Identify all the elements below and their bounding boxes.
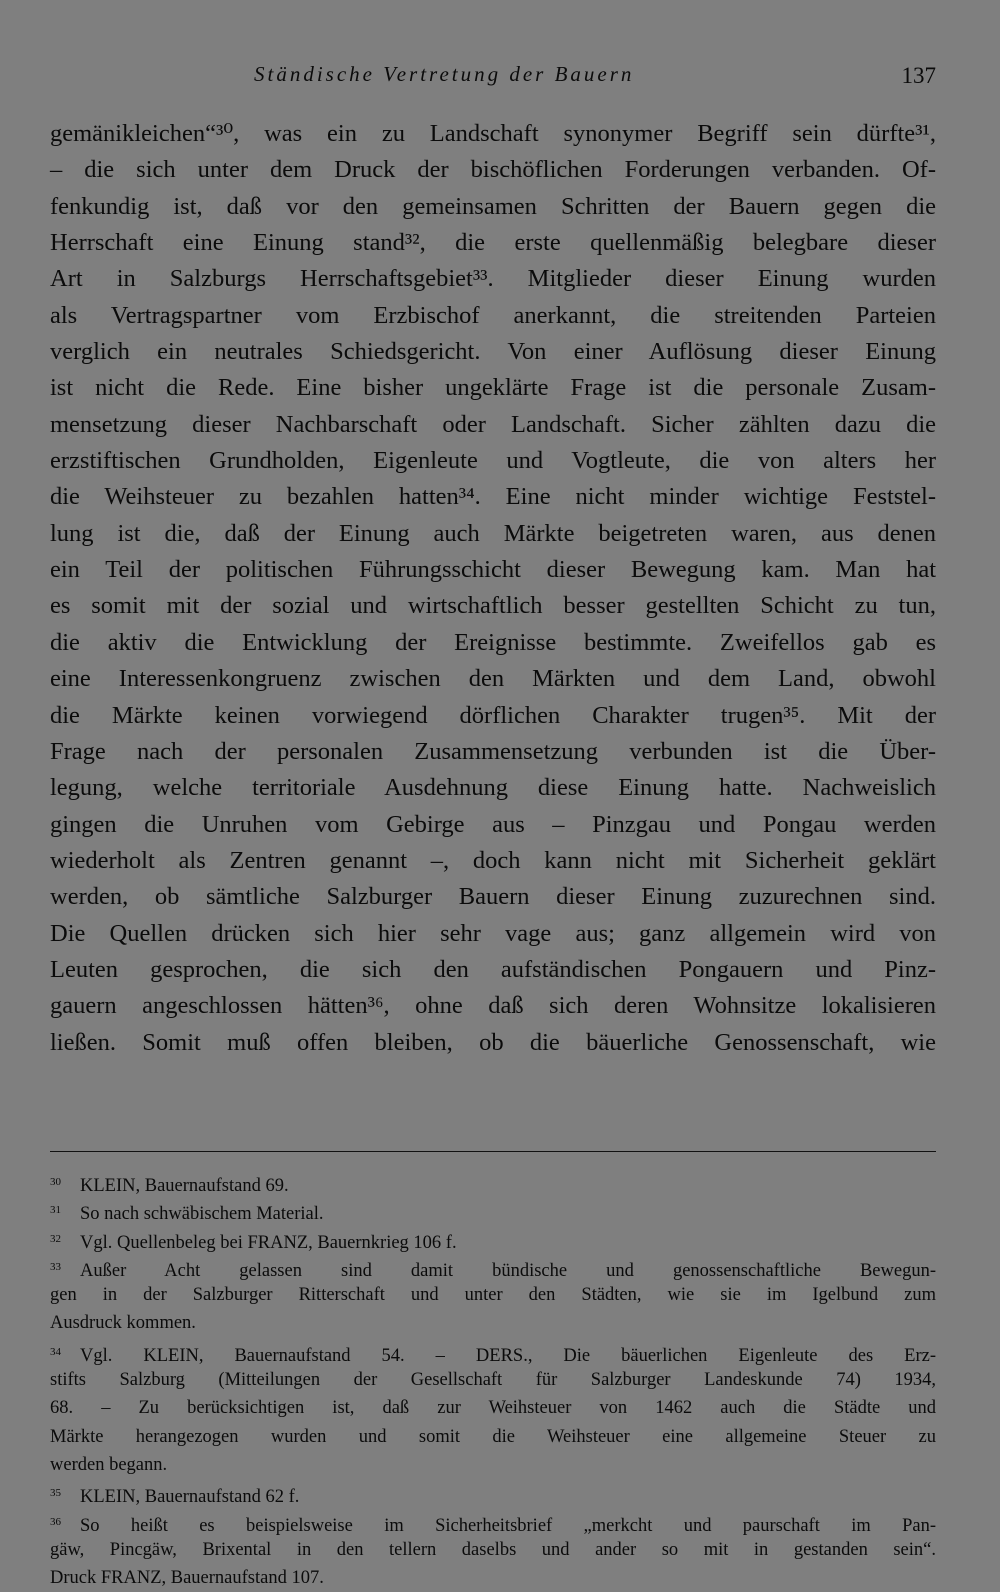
body-line-11: die Weihsteuer zu bezahlen hatten³⁴. Eine nicht minder wichtige Feststel- xyxy=(50,483,936,511)
running-title: Ständische Vertretung der Bauern xyxy=(254,62,635,86)
body-line-3: fenkundig ist, daß vor den gemeinsamen Schritten der Bauern gegen die xyxy=(50,192,936,220)
footnote-32 xyxy=(50,1225,936,1253)
footnote-line: gäw, Pincgäw, Brixental in den tellern daselbs und ander so mit in gestanden sein“. xyxy=(50,1539,936,1560)
footnote-line xyxy=(50,1253,936,1281)
footnote-number: 31 xyxy=(50,1204,61,1217)
page-number: 137 xyxy=(901,63,936,88)
footnote-text: Vgl. KLEIN, Bauernaufstand 54. – DERS., Die bäuerlichen Eigenleute des Erz- xyxy=(80,1345,936,1366)
body-line-21: wiederholt als Zentren genannt –, doch kann nicht mit Sicherheit geklärt xyxy=(50,846,936,874)
footnote-number: 34 xyxy=(50,1345,61,1358)
footnote-line: Märkte herangezogen wurden und somit die Weihsteuer eine allgemeine Steuer zu xyxy=(50,1426,936,1447)
body-line-22: werden, ob sämtliche Salzburger Bauern dieser Einung zuzurechnen sind. xyxy=(50,883,936,911)
body-line-12: lung ist die, daß der Einung auch Märkte beigetreten waren, aus denen xyxy=(50,519,936,547)
footnote-35 xyxy=(50,1479,936,1507)
footnote-line: gen in der Salzburger Ritterschaft und unter den Städten, wie sie im Igelbund zum xyxy=(50,1285,936,1306)
main-text xyxy=(50,116,936,1061)
footnote-line xyxy=(50,1338,936,1366)
footnote-number: 30 xyxy=(50,1176,61,1188)
body-line-2: – die sich unter dem Druck der bischöflichen Forderungen verbanden. Of- xyxy=(50,156,936,184)
body-line-24: Leuten gesprochen, die sich den aufständischen Pongauern und Pinz- xyxy=(50,955,936,983)
footnote-line: 68. – Zu berücksichtigen ist, daß zur Weihsteuer von 1462 auch die Städte und xyxy=(50,1398,936,1419)
running-head xyxy=(50,56,936,100)
footnote-34 xyxy=(50,1338,936,1479)
footnote-line: stifts Salzburg (Mitteilungen der Gesellschaft für Salzburger Landeskunde 74) 1934, xyxy=(50,1370,936,1391)
footnote-text: Außer Acht gelassen sind damit bündische und genossenschaftliche Bewegun- xyxy=(80,1260,936,1281)
body-line-16: eine Interessenkongruenz zwischen den Märkten und dem Land, obwohl xyxy=(50,665,936,693)
footnote-text: So nach schwäbischem Material. xyxy=(80,1204,324,1225)
footnotes-section xyxy=(50,1168,936,1592)
footnote-line: Ausdruck kommen. xyxy=(50,1313,196,1334)
body-line-5: Art in Salzburgs Herrschaftsgebiet³³. Mitglieder dieser Einung wurden xyxy=(50,265,936,293)
footnote-number: 35 xyxy=(50,1487,61,1500)
footnote-30 xyxy=(50,1168,936,1196)
body-line-18: Frage nach der personalen Zusammensetzung verbunden ist die Über- xyxy=(50,737,936,765)
body-line-10: erzstiftischen Grundholden, Eigenleute und Vogtleute, die von alters her xyxy=(50,447,936,475)
body-line-1: gemänikleichen“³⁰, was ein zu Landschaft synonymer Begriff sein dürfte³¹, xyxy=(50,120,936,147)
body-line-26: ließen. Somit muß offen bleiben, ob die bäuerliche Genossenschaft, wie xyxy=(50,1028,936,1056)
footnote-number: 32 xyxy=(50,1232,61,1245)
body-line-14: es somit mit der sozial und wirtschaftlich besser gestellten Schicht zu tun, xyxy=(50,592,936,620)
body-line-25: gauern angeschlossen hätten³⁶, ohne daß sich deren Wohnsitze lokalisieren xyxy=(50,992,936,1020)
footnote-number: 36 xyxy=(50,1515,61,1528)
body-line-15: die aktiv die Entwicklung der Ereignisse bestimmte. Zweifellos gab es xyxy=(50,628,936,656)
footnote-line: werden begann. xyxy=(50,1454,168,1475)
footnote-line xyxy=(50,1479,936,1507)
body-line-8: ist nicht die Rede. Eine bisher ungeklärte Frage ist die personale Zusam- xyxy=(50,374,936,402)
footnote-text: So heißt es beispielsweise im Sicherheitsbrief „merkcht und paurschaft im Pan- xyxy=(80,1515,936,1536)
body-line-19: legung, welche territoriale Ausdehnung diese Einung hatte. Nachweislich xyxy=(50,774,936,802)
body-line-17: die Märkte keinen vorwiegend dörflichen Charakter trugen³⁵. Mit der xyxy=(50,701,936,729)
footnote-text: KLEIN, Bauernaufstand 62 f. xyxy=(80,1487,300,1508)
footnote-text: KLEIN, Bauernaufstand 69. xyxy=(80,1176,289,1196)
footnote-36 xyxy=(50,1508,936,1592)
footnote-33 xyxy=(50,1253,936,1338)
body-line-7: verglich ein neutrales Schiedsgericht. Von einer Auflösung dieser Einung xyxy=(50,338,936,366)
footnote-line xyxy=(50,1168,936,1196)
body-line-20: gingen die Unruhen vom Gebirge aus – Pinzgau und Pongau werden xyxy=(50,810,936,838)
footnote-number: 33 xyxy=(50,1260,61,1273)
footnote-line xyxy=(50,1225,936,1253)
footnote-line xyxy=(50,1508,936,1536)
book-page xyxy=(50,56,936,1589)
body-line-4: Herrschaft eine Einung stand³², die erste quellenmäßig belegbare dieser xyxy=(50,229,936,257)
footnote-line xyxy=(50,1196,936,1224)
footnote-text: Vgl. Quellenbeleg bei FRANZ, Bauernkrieg 106 f. xyxy=(80,1232,457,1253)
body-line-23: Die Quellen drücken sich hier sehr vage aus; ganz allgemein wird von xyxy=(50,919,936,947)
body-line-13: ein Teil der politischen Führungsschicht dieser Bewegung kam. Man hat xyxy=(50,556,936,584)
footnote-divider xyxy=(50,1151,936,1152)
footnote-31 xyxy=(50,1196,936,1224)
body-line-6: als Vertragspartner vom Erzbischof anerkannt, die streitenden Parteien xyxy=(50,301,936,329)
footnote-line: Druck FRANZ, Bauernaufstand 107. xyxy=(50,1568,324,1589)
body-line-9: mensetzung dieser Nachbarschaft oder Landschaft. Sicher zählten dazu die xyxy=(50,410,936,438)
